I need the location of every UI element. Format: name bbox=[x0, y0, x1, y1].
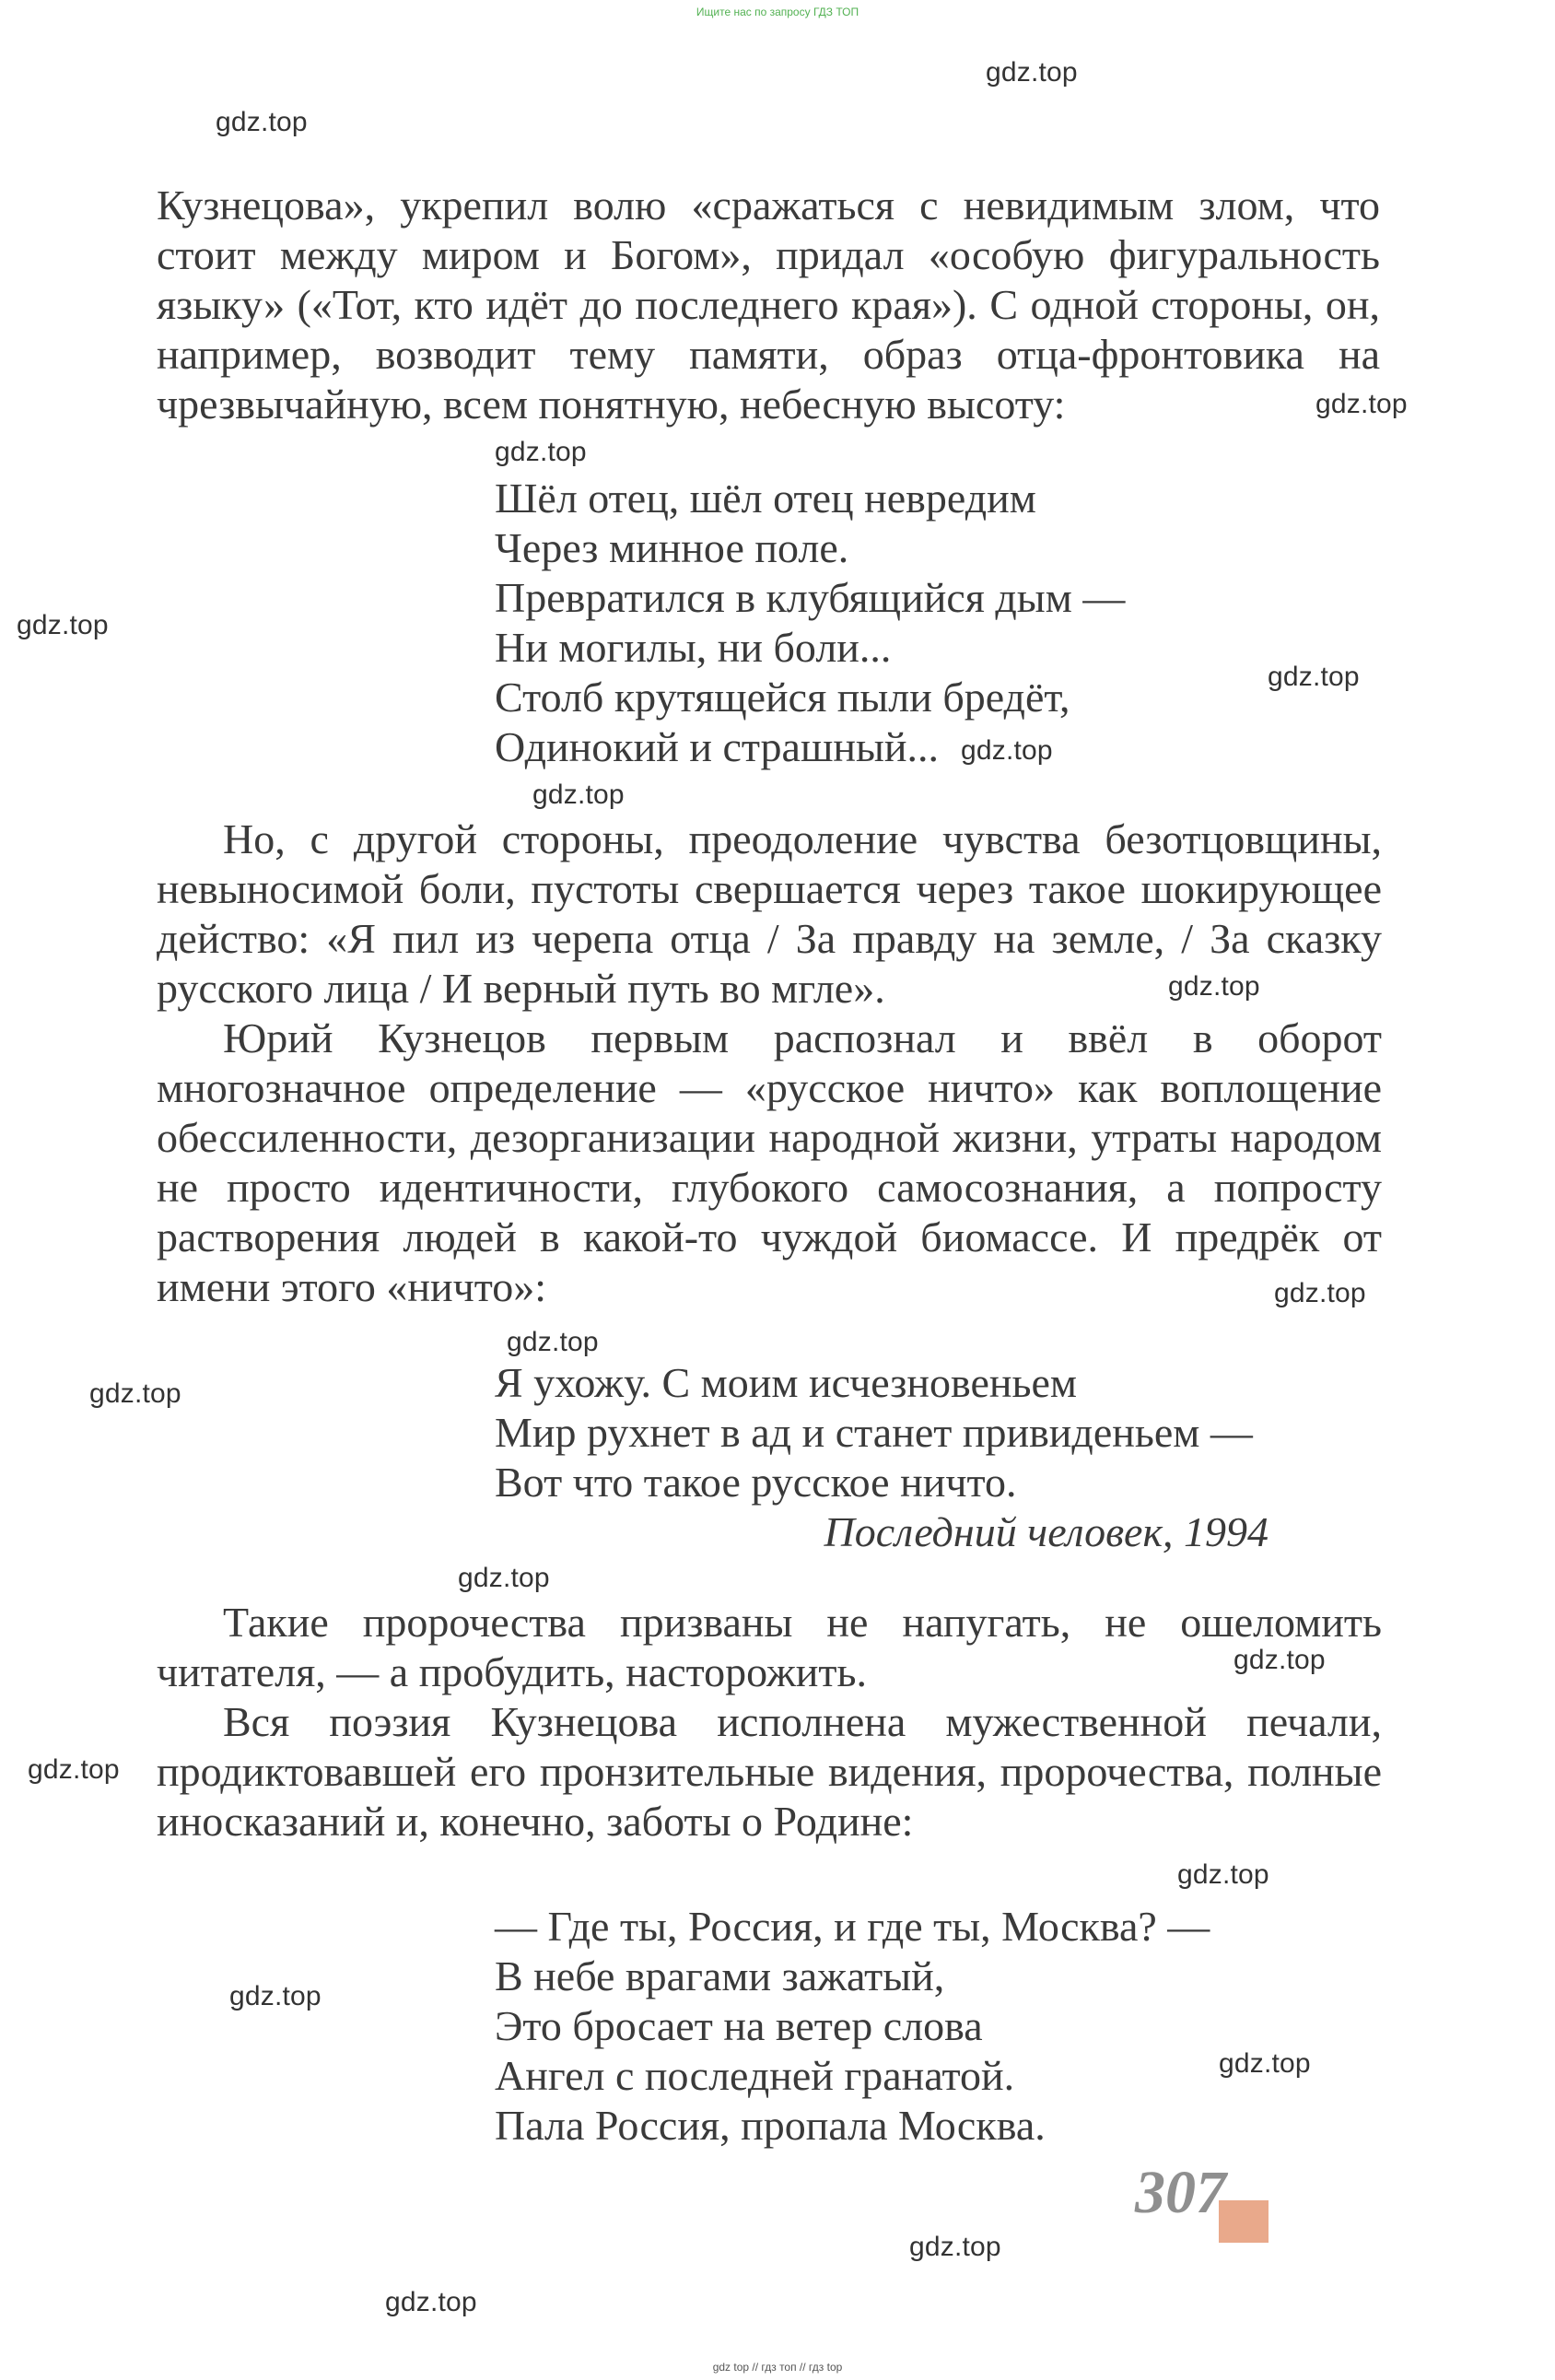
top-search-banner: Ищите нас по запросу ГДЗ ТОП bbox=[696, 6, 859, 18]
verse-line: Столб крутящейся пыли бредёт, bbox=[495, 674, 1070, 721]
watermark: gdz.top bbox=[1268, 662, 1360, 692]
paragraph-text: Кузнецова», укрепил волю «сражаться с невидимым злом, что стоит между миром и Богом», придал «особую фигуральность языку» («Тот, кто идёт до последнего края»). С одной стороны, он, например, возводит тему памяти, образ отца-фронтовика на чрезвычайную, всем понятную, небесную высоту: bbox=[157, 182, 1380, 428]
watermark: gdz.top bbox=[216, 107, 308, 137]
verse-line: Шёл отец, шёл отец невредим bbox=[495, 475, 1036, 522]
watermark: gdz.top bbox=[961, 735, 1053, 766]
watermark: gdz.top bbox=[229, 1981, 322, 2011]
page-number: 307 bbox=[1135, 2159, 1226, 2226]
paragraphs-4-5 bbox=[157, 1598, 1382, 1847]
verse-line: Это бросает на ветер слова bbox=[495, 2002, 983, 2049]
watermark: gdz.top bbox=[28, 1754, 120, 1785]
poem-excerpt-2 bbox=[495, 1358, 1287, 1557]
verse-line: В небе врагами зажатый, bbox=[495, 1952, 945, 1999]
watermark: gdz.top bbox=[89, 1378, 181, 1409]
watermark: gdz.top bbox=[1315, 389, 1408, 419]
paragraph-1 bbox=[157, 181, 1380, 429]
page-number-accent bbox=[1219, 2200, 1269, 2243]
watermark: gdz.top bbox=[507, 1327, 599, 1357]
verse-line: Пала Россия, пропала Москва. bbox=[495, 2102, 1046, 2149]
watermark: gdz.top bbox=[986, 57, 1078, 88]
verse-line: Мир рухнет в ад и станет привиденьем — bbox=[495, 1409, 1253, 1456]
watermark: gdz.top bbox=[17, 610, 109, 640]
poem-excerpt-1 bbox=[495, 474, 1287, 772]
watermark: gdz.top bbox=[458, 1563, 550, 1593]
verse-line: Превратился в клубящийся дым — bbox=[495, 574, 1126, 621]
verse-line: Через минное поле. bbox=[495, 524, 849, 571]
watermark: gdz.top bbox=[1274, 1278, 1366, 1308]
watermark: gdz.top bbox=[1233, 1645, 1326, 1675]
verse-line: Одинокий и страшный... bbox=[495, 723, 940, 770]
watermark: gdz.top bbox=[1219, 2048, 1311, 2079]
watermark: gdz.top bbox=[385, 2287, 477, 2317]
paragraphs-2-3 bbox=[157, 815, 1382, 1312]
poem-attribution: Последний человек, 1994 bbox=[824, 1508, 1269, 1555]
watermark: gdz.top bbox=[1168, 971, 1260, 1002]
verse-line: Вот что такое русское ничто. bbox=[495, 1459, 1017, 1506]
watermark: gdz.top bbox=[909, 2232, 1001, 2262]
watermark: gdz.top bbox=[495, 437, 587, 467]
verse-line: — Где ты, Россия, и где ты, Москва? — bbox=[495, 1903, 1210, 1950]
paragraph-text: Но, с другой стороны, преодоление чувства безотцовщины, невыносимой боли, пустоты свершается через такое шокирующее действо: «Я пил из черепа отца / За правду на земле, / За сказку русского лица / И верный путь во мгле». bbox=[157, 815, 1382, 1012]
verse-line: Ангел с последней гранатой. bbox=[495, 2052, 1015, 2099]
verse-line: Ни могилы, ни боли... bbox=[495, 624, 892, 671]
bottom-banner: gdz top // гдз топ // гдз top bbox=[712, 2361, 843, 2374]
poem-excerpt-3 bbox=[495, 1902, 1287, 2151]
watermark: gdz.top bbox=[532, 780, 625, 810]
paragraph-text: Вся поэзия Кузнецова исполнена мужественной печали, продиктовавшей его пронзительные видения, пророчества, полные иносказаний и, конечно, заботы о Родине: bbox=[157, 1698, 1382, 1845]
paragraph-text: Юрий Кузнецов первым распознал и ввёл в оборот многозначное определение — «русское ничто» как воплощение обессиленности, дезорганизации народной жизни, утраты народом не просто идентичности, глубокого самосознания, а попросту растворения людей в какой-то чуждой биомассе. И предрёк от имени этого «ничто»: bbox=[157, 1014, 1382, 1310]
watermark: gdz.top bbox=[1177, 1859, 1269, 1890]
verse-line: Я ухожу. С моим исчезновеньем bbox=[495, 1359, 1077, 1406]
paragraph-text: Такие пророчества призваны не напугать, не ошеломить читателя, — а пробудить, насторожить. bbox=[157, 1599, 1382, 1695]
